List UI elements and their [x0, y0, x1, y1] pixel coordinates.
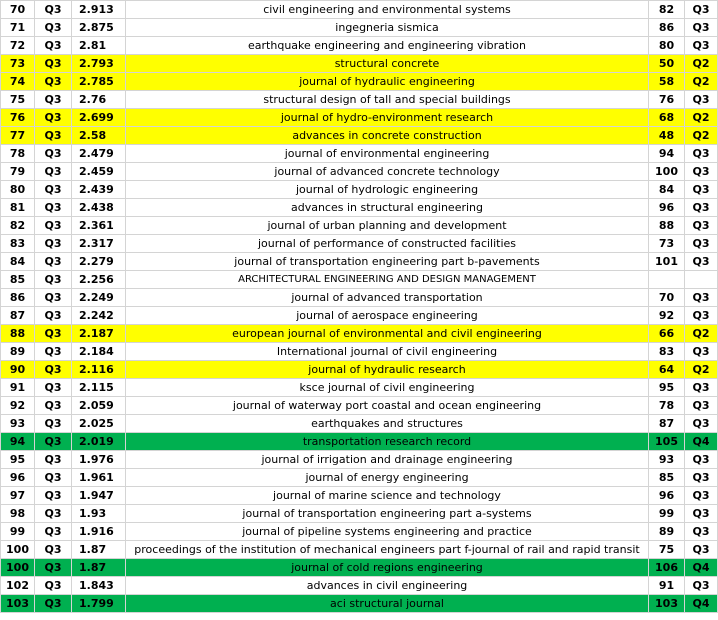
impact-factor-cell: 2.317 — [72, 235, 126, 253]
rank-cell: 50 — [649, 55, 685, 73]
impact-factor-cell: 1.87 — [72, 559, 126, 577]
quartile-cell: Q3 — [35, 271, 72, 289]
quartile-cell: Q3 — [35, 433, 72, 451]
impact-factor-cell: 2.256 — [72, 271, 126, 289]
row-number-cell: 94 — [1, 433, 35, 451]
category-quartile-cell: Q3 — [685, 379, 718, 397]
category-quartile-cell: Q2 — [685, 361, 718, 379]
rank-cell: 73 — [649, 235, 685, 253]
quartile-cell: Q3 — [35, 19, 72, 37]
table-row — [1, 595, 718, 613]
journal-name-cell: journal of hydraulic engineering — [126, 73, 649, 91]
journal-name-cell: proceedings of the institution of mechanical engineers part f-journal of rail and rapid transit — [126, 541, 649, 559]
journal-name-cell: ingegneria sismica — [126, 19, 649, 37]
row-number-cell: 82 — [1, 217, 35, 235]
impact-factor-cell: 2.438 — [72, 199, 126, 217]
category-quartile-cell: Q3 — [685, 415, 718, 433]
impact-factor-cell: 2.479 — [72, 145, 126, 163]
rank-cell: 95 — [649, 379, 685, 397]
impact-factor-cell: 2.785 — [72, 73, 126, 91]
row-number-cell: 102 — [1, 577, 35, 595]
row-number-cell: 80 — [1, 181, 35, 199]
category-quartile-cell: Q3 — [685, 469, 718, 487]
row-number-cell: 89 — [1, 343, 35, 361]
table-row — [1, 253, 718, 271]
category-quartile-cell: Q3 — [685, 307, 718, 325]
journal-name-cell: journal of urban planning and development — [126, 217, 649, 235]
journal-name-cell: journal of performance of constructed facilities — [126, 235, 649, 253]
row-number-cell: 85 — [1, 271, 35, 289]
journal-name-cell: journal of transportation engineering part b-pavements — [126, 253, 649, 271]
table-row — [1, 325, 718, 343]
journal-name-cell: journal of aerospace engineering — [126, 307, 649, 325]
impact-factor-cell: 1.799 — [72, 595, 126, 613]
table-row — [1, 55, 718, 73]
journal-name-cell: advances in civil engineering — [126, 577, 649, 595]
journal-name-cell: journal of advanced concrete technology — [126, 163, 649, 181]
journal-name-cell: aci structural journal — [126, 595, 649, 613]
row-number-cell: 100 — [1, 559, 35, 577]
quartile-cell: Q3 — [35, 361, 72, 379]
table-row — [1, 541, 718, 559]
journal-name-cell: civil engineering and environmental systems — [126, 1, 649, 19]
row-number-cell: 75 — [1, 91, 35, 109]
table-row — [1, 307, 718, 325]
quartile-cell: Q3 — [35, 559, 72, 577]
quartile-cell: Q3 — [35, 289, 72, 307]
rank-cell: 78 — [649, 397, 685, 415]
quartile-cell: Q3 — [35, 541, 72, 559]
impact-factor-cell: 2.875 — [72, 19, 126, 37]
rank-cell: 101 — [649, 253, 685, 271]
impact-factor-cell: 2.279 — [72, 253, 126, 271]
impact-factor-cell: 1.87 — [72, 541, 126, 559]
impact-factor-cell: 2.184 — [72, 343, 126, 361]
impact-factor-cell: 1.961 — [72, 469, 126, 487]
quartile-cell: Q3 — [35, 343, 72, 361]
rank-cell: 75 — [649, 541, 685, 559]
category-quartile-cell: Q4 — [685, 595, 718, 613]
quartile-cell: Q3 — [35, 181, 72, 199]
rank-cell: 64 — [649, 361, 685, 379]
impact-factor-cell: 2.187 — [72, 325, 126, 343]
category-quartile-cell: Q3 — [685, 37, 718, 55]
journal-name-cell: european journal of environmental and civil engineering — [126, 325, 649, 343]
row-number-cell: 84 — [1, 253, 35, 271]
category-quartile-cell: Q3 — [685, 181, 718, 199]
quartile-cell: Q3 — [35, 91, 72, 109]
rank-cell: 103 — [649, 595, 685, 613]
rank-cell: 88 — [649, 217, 685, 235]
row-number-cell: 73 — [1, 55, 35, 73]
category-quartile-cell: Q3 — [685, 505, 718, 523]
rank-cell: 106 — [649, 559, 685, 577]
category-quartile-cell: Q3 — [685, 487, 718, 505]
journal-name-cell: journal of hydro-environment research — [126, 109, 649, 127]
journal-name-cell: journal of advanced transportation — [126, 289, 649, 307]
journal-name-cell: transportation research record — [126, 433, 649, 451]
category-quartile-cell: Q3 — [685, 397, 718, 415]
category-quartile-cell: Q3 — [685, 19, 718, 37]
rank-cell: 99 — [649, 505, 685, 523]
table-row — [1, 379, 718, 397]
journal-name-cell: journal of waterway port coastal and ocean engineering — [126, 397, 649, 415]
quartile-cell: Q3 — [35, 73, 72, 91]
rank-cell: 94 — [649, 145, 685, 163]
quartile-cell: Q3 — [35, 451, 72, 469]
row-number-cell: 78 — [1, 145, 35, 163]
impact-factor-cell: 1.843 — [72, 577, 126, 595]
journal-name-cell: earthquakes and structures — [126, 415, 649, 433]
impact-factor-cell: 2.116 — [72, 361, 126, 379]
table-row — [1, 271, 718, 289]
rank-cell — [649, 271, 685, 289]
impact-factor-cell: 2.58 — [72, 127, 126, 145]
rank-cell: 105 — [649, 433, 685, 451]
rank-cell: 89 — [649, 523, 685, 541]
quartile-cell: Q3 — [35, 217, 72, 235]
impact-factor-cell: 1.947 — [72, 487, 126, 505]
table-row — [1, 415, 718, 433]
journal-name-cell: earthquake engineering and engineering vibration — [126, 37, 649, 55]
quartile-cell: Q3 — [35, 577, 72, 595]
row-number-cell: 79 — [1, 163, 35, 181]
row-number-cell: 93 — [1, 415, 35, 433]
rank-cell: 93 — [649, 451, 685, 469]
table-row — [1, 163, 718, 181]
table-row — [1, 109, 718, 127]
quartile-cell: Q3 — [35, 325, 72, 343]
journal-name-cell: journal of environmental engineering — [126, 145, 649, 163]
rank-cell: 86 — [649, 19, 685, 37]
category-quartile-cell: Q3 — [685, 523, 718, 541]
rank-cell: 96 — [649, 487, 685, 505]
quartile-cell: Q3 — [35, 469, 72, 487]
table-row — [1, 235, 718, 253]
impact-factor-cell: 2.459 — [72, 163, 126, 181]
row-number-cell: 91 — [1, 379, 35, 397]
quartile-cell: Q3 — [35, 109, 72, 127]
quartile-cell: Q3 — [35, 1, 72, 19]
category-quartile-cell: Q3 — [685, 163, 718, 181]
row-number-cell: 88 — [1, 325, 35, 343]
rank-cell: 82 — [649, 1, 685, 19]
category-quartile-cell: Q3 — [685, 289, 718, 307]
rank-cell: 83 — [649, 343, 685, 361]
impact-factor-cell: 1.93 — [72, 505, 126, 523]
row-number-cell: 86 — [1, 289, 35, 307]
table-row — [1, 343, 718, 361]
rank-cell: 68 — [649, 109, 685, 127]
journal-name-cell: journal of marine science and technology — [126, 487, 649, 505]
table-row — [1, 451, 718, 469]
table-row — [1, 577, 718, 595]
table-row — [1, 37, 718, 55]
row-number-cell: 90 — [1, 361, 35, 379]
category-quartile-cell: Q3 — [685, 343, 718, 361]
category-quartile-cell: Q2 — [685, 55, 718, 73]
category-quartile-cell: Q2 — [685, 325, 718, 343]
impact-factor-cell: 2.439 — [72, 181, 126, 199]
table-row — [1, 523, 718, 541]
category-quartile-cell: Q3 — [685, 1, 718, 19]
impact-factor-cell: 2.249 — [72, 289, 126, 307]
rank-cell: 92 — [649, 307, 685, 325]
row-number-cell: 81 — [1, 199, 35, 217]
category-quartile-cell: Q4 — [685, 559, 718, 577]
table-row — [1, 127, 718, 145]
impact-factor-cell: 1.976 — [72, 451, 126, 469]
impact-factor-cell: 2.76 — [72, 91, 126, 109]
journal-name-cell: journal of hydraulic research — [126, 361, 649, 379]
quartile-cell: Q3 — [35, 55, 72, 73]
row-number-cell: 71 — [1, 19, 35, 37]
quartile-cell: Q3 — [35, 379, 72, 397]
table-row — [1, 73, 718, 91]
impact-factor-cell: 2.115 — [72, 379, 126, 397]
journal-name-cell: structural concrete — [126, 55, 649, 73]
category-quartile-cell: Q3 — [685, 145, 718, 163]
category-quartile-cell: Q3 — [685, 91, 718, 109]
journal-name-cell: journal of transportation engineering part a-systems — [126, 505, 649, 523]
impact-factor-cell: 2.793 — [72, 55, 126, 73]
quartile-cell: Q3 — [35, 163, 72, 181]
journal-name-cell: journal of cold regions engineering — [126, 559, 649, 577]
category-quartile-cell: Q4 — [685, 433, 718, 451]
quartile-cell: Q3 — [35, 127, 72, 145]
table-row — [1, 469, 718, 487]
quartile-cell: Q3 — [35, 397, 72, 415]
category-quartile-cell: Q2 — [685, 73, 718, 91]
table-row — [1, 361, 718, 379]
category-quartile-cell: Q3 — [685, 577, 718, 595]
table-row — [1, 505, 718, 523]
row-number-cell: 92 — [1, 397, 35, 415]
journal-name-cell: ARCHITECTURAL ENGINEERING AND DESIGN MANAGEMENT — [126, 271, 649, 289]
impact-factor-cell: 2.242 — [72, 307, 126, 325]
journal-name-cell: ksce journal of civil engineering — [126, 379, 649, 397]
quartile-cell: Q3 — [35, 145, 72, 163]
row-number-cell: 87 — [1, 307, 35, 325]
row-number-cell: 103 — [1, 595, 35, 613]
table-row — [1, 199, 718, 217]
row-number-cell: 74 — [1, 73, 35, 91]
rank-cell: 58 — [649, 73, 685, 91]
journal-name-cell: journal of irrigation and drainage engineering — [126, 451, 649, 469]
table-row — [1, 487, 718, 505]
quartile-cell: Q3 — [35, 37, 72, 55]
category-quartile-cell: Q3 — [685, 541, 718, 559]
row-number-cell: 97 — [1, 487, 35, 505]
table-row — [1, 91, 718, 109]
row-number-cell: 70 — [1, 1, 35, 19]
impact-factor-cell: 2.361 — [72, 217, 126, 235]
impact-factor-cell: 2.699 — [72, 109, 126, 127]
row-number-cell: 77 — [1, 127, 35, 145]
table-row — [1, 397, 718, 415]
row-number-cell: 83 — [1, 235, 35, 253]
category-quartile-cell: Q3 — [685, 451, 718, 469]
category-quartile-cell: Q2 — [685, 109, 718, 127]
row-number-cell: 96 — [1, 469, 35, 487]
table-row — [1, 1, 718, 19]
rank-cell: 91 — [649, 577, 685, 595]
row-number-cell: 99 — [1, 523, 35, 541]
category-quartile-cell: Q2 — [685, 127, 718, 145]
journal-name-cell: journal of energy engineering — [126, 469, 649, 487]
quartile-cell: Q3 — [35, 415, 72, 433]
rank-cell: 84 — [649, 181, 685, 199]
impact-factor-cell: 2.913 — [72, 1, 126, 19]
quartile-cell: Q3 — [35, 523, 72, 541]
row-number-cell: 100 — [1, 541, 35, 559]
quartile-cell: Q3 — [35, 505, 72, 523]
table-row — [1, 217, 718, 235]
row-number-cell: 76 — [1, 109, 35, 127]
journal-name-cell: advances in structural engineering — [126, 199, 649, 217]
table-row — [1, 181, 718, 199]
rank-cell: 70 — [649, 289, 685, 307]
impact-factor-cell: 2.019 — [72, 433, 126, 451]
quartile-cell: Q3 — [35, 253, 72, 271]
row-number-cell: 72 — [1, 37, 35, 55]
table-row — [1, 289, 718, 307]
row-number-cell: 98 — [1, 505, 35, 523]
table-row — [1, 145, 718, 163]
quartile-cell: Q3 — [35, 235, 72, 253]
quartile-cell: Q3 — [35, 487, 72, 505]
table-row — [1, 559, 718, 577]
rank-cell: 66 — [649, 325, 685, 343]
quartile-cell: Q3 — [35, 595, 72, 613]
journal-name-cell: International journal of civil engineering — [126, 343, 649, 361]
row-number-cell: 95 — [1, 451, 35, 469]
category-quartile-cell: Q3 — [685, 199, 718, 217]
journal-name-cell: journal of hydrologic engineering — [126, 181, 649, 199]
rank-cell: 76 — [649, 91, 685, 109]
category-quartile-cell: Q3 — [685, 217, 718, 235]
rank-cell: 87 — [649, 415, 685, 433]
rank-cell: 80 — [649, 37, 685, 55]
category-quartile-cell: Q3 — [685, 253, 718, 271]
journal-name-cell: advances in concrete construction — [126, 127, 649, 145]
impact-factor-cell: 2.025 — [72, 415, 126, 433]
rank-cell: 96 — [649, 199, 685, 217]
table-body — [1, 1, 718, 613]
impact-factor-cell: 1.916 — [72, 523, 126, 541]
journal-name-cell: journal of pipeline systems engineering and practice — [126, 523, 649, 541]
rank-cell: 100 — [649, 163, 685, 181]
journal-name-cell: structural design of tall and special buildings — [126, 91, 649, 109]
impact-factor-cell: 2.059 — [72, 397, 126, 415]
rank-cell: 85 — [649, 469, 685, 487]
table-row — [1, 433, 718, 451]
quartile-cell: Q3 — [35, 307, 72, 325]
category-quartile-cell: Q3 — [685, 235, 718, 253]
table-row — [1, 19, 718, 37]
rank-cell: 48 — [649, 127, 685, 145]
impact-factor-cell: 2.81 — [72, 37, 126, 55]
category-quartile-cell — [685, 271, 718, 289]
quartile-cell: Q3 — [35, 199, 72, 217]
